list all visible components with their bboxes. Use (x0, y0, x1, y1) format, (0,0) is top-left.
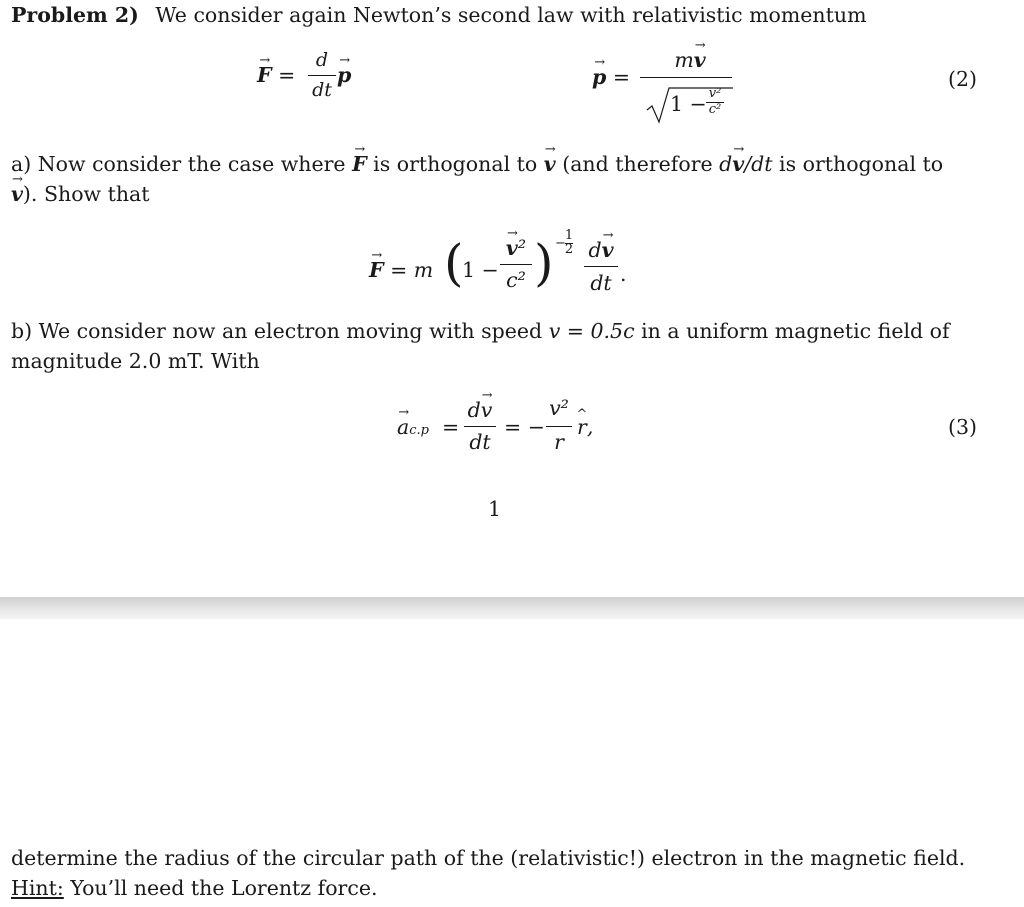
hint-line (11, 876, 377, 900)
problem-intro: We consider again Newton’s second law with relativistic momentum (155, 3, 867, 27)
page-number: 1 (488, 497, 502, 521)
part-b-line-1: b) We consider now an electron moving with speed v = 0.5c in a uniform magnetic field of (11, 319, 950, 343)
problem-heading (11, 3, 867, 27)
closing-line: determine the radius of the circular path of the (relativistic!) electron in the magnetic field. (11, 846, 966, 870)
equation-number-2: (2) (948, 67, 978, 91)
equation-number-3: (3) (948, 415, 978, 439)
part-a-line-1: a) Now consider the case where → F is orthogonal to → v (and therefore d→ v/dt is orthogonal to (11, 152, 943, 176)
page-break (0, 597, 1024, 619)
problem-label: Problem 2) (11, 3, 139, 27)
hint-text: You’ll need the Lorentz force. (70, 876, 378, 900)
hint-label: Hint: (11, 876, 64, 900)
part-a-line-2: → v). Show that (11, 182, 150, 206)
part-b-line-2: magnitude 2.0 mT. With (11, 349, 260, 373)
